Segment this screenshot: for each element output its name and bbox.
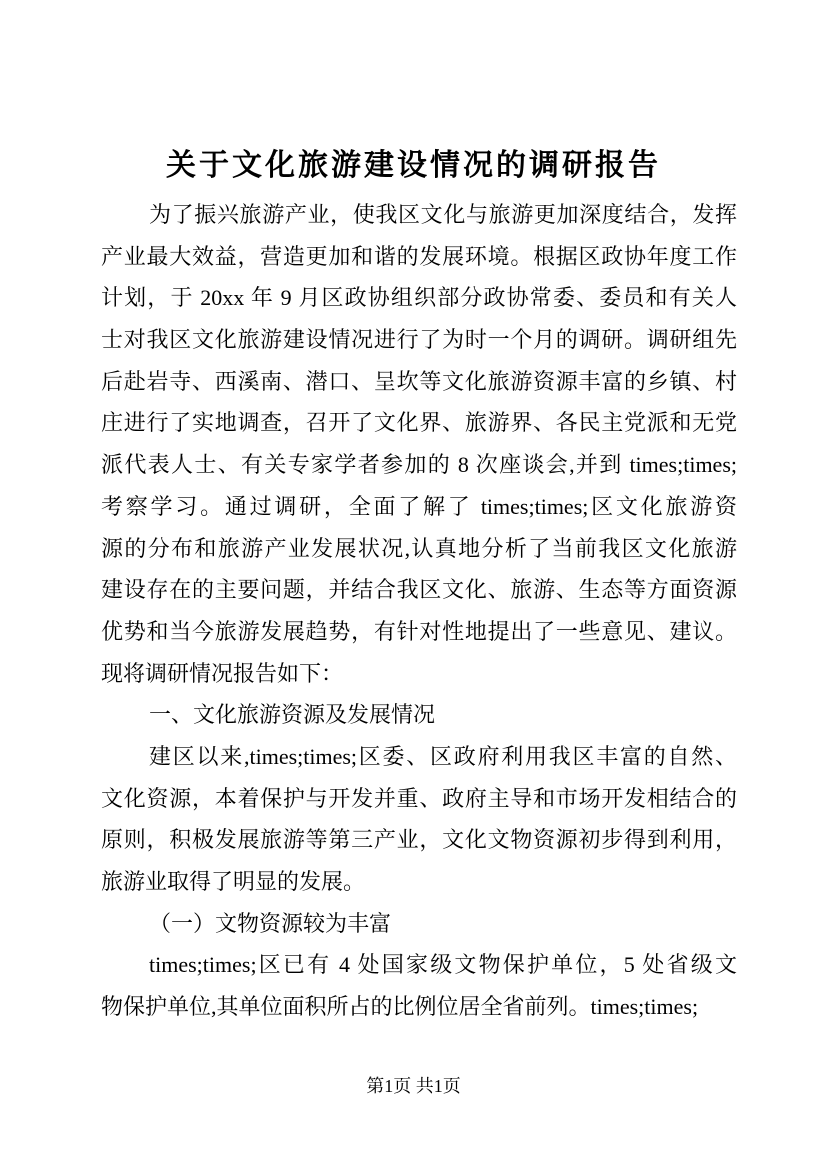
- page-footer: [0, 1073, 827, 1099]
- body-line: 文化资源，本着保护与开发并重、政府主导和市场开发相结合的: [101, 785, 737, 811]
- body-line: 计划，于 20xx 年 9 月区政协组织部分政协常委、委员和有关人: [101, 285, 737, 311]
- body-line: 建设存在的主要问题，并结合我区文化、旅游、生态等方面资源: [101, 577, 737, 603]
- body-line: 原则，积极发展旅游等第三产业，文化文物资源初步得到利用，: [101, 827, 737, 853]
- document-body: [101, 194, 737, 1028]
- body-line: times;times;区已有 4 处国家级文物保护单位，5 处省级文: [149, 952, 737, 978]
- document-title: 关于文化旅游建设情况的调研报告: [166, 149, 661, 182]
- paragraph: [101, 194, 737, 694]
- body-line: （一）文物资源较为丰富: [149, 910, 392, 936]
- body-line: 旅游业取得了明显的发展。: [101, 869, 366, 894]
- body-line: 后赴岩寺、西溪南、潜口、呈坎等文化旅游资源丰富的乡镇、村: [101, 368, 737, 394]
- body-line: 士对我区文化旅游建设情况进行了为时一个月的调研。调研组先: [101, 327, 737, 353]
- body-line: 一、文化旅游资源及发展情况: [149, 702, 436, 728]
- body-line: 产业最大效益，营造更加和谐的发展环境。根据区政协年度工作: [101, 243, 737, 269]
- body-line: 现将调研情况报告如下：: [101, 660, 344, 686]
- paragraph: [101, 736, 737, 903]
- paragraph: [101, 944, 737, 1027]
- page-number-label: 第1页 共1页: [366, 1076, 461, 1096]
- body-line: 考察学习。通过调研，全面了解了 times;times;区文化旅游资: [101, 493, 737, 519]
- body-line: 建区以来,times;times;区委、区政府利用我区丰富的自然、: [149, 743, 737, 769]
- body-line: 优势和当今旅游发展趋势，有针对性地提出了一些意见、建议。: [101, 618, 737, 644]
- paragraph: [101, 694, 737, 736]
- body-line: 源的分布和旅游产业发展状况,认真地分析了当前我区文化旅游: [101, 535, 737, 561]
- paragraph: [101, 903, 737, 945]
- body-line: 庄进行了实地调查，召开了文化界、旅游界、各民主党派和无党: [101, 410, 737, 436]
- body-line: 派代表人士、有关专家学者参加的 8 次座谈会,并到 times;times;: [101, 452, 737, 478]
- body-line: 物保护单位,其单位面积所占的比例位居全省前列。times;times;: [101, 994, 699, 1020]
- body-line: 为了振兴旅游产业，使我区文化与旅游更加深度结合，发挥: [149, 202, 737, 227]
